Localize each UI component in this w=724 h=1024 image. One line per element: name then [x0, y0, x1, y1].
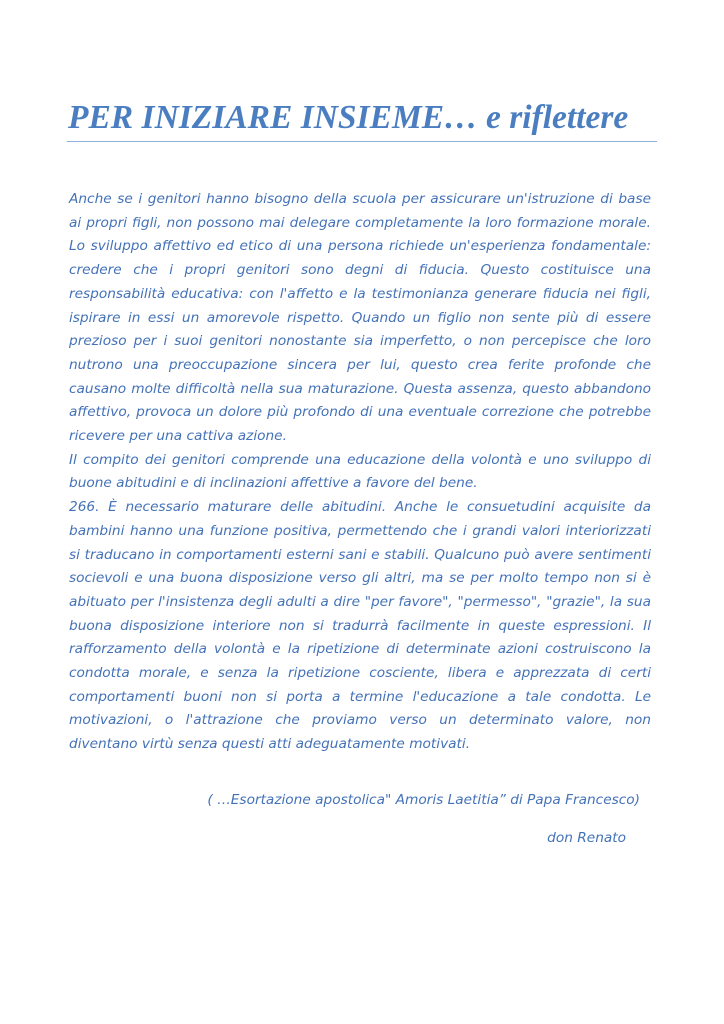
paragraph-duty: Il compito dei genitori comprende una educazione della volontà e uno sviluppo di buone abitudini e di inclinazioni affettive a favore del bene.	[69, 451, 651, 492]
citation: ( …Esortazione apostolica" Amoris Laetitia” di Papa Francesco)	[207, 792, 640, 808]
signature: don Renato	[547, 830, 626, 846]
paragraph-266: 266. È necessario maturare delle abitudini. Anche le consuetudini acquisite da bambini hanno una funzione positiva, permettendo che i grandi valori interiorizzati si traducano in comportamenti esterni sani e stabili. Qualcuno può avere sentimenti socievoli e una buona disposizione verso gli altri, ma se per molto tempo non si è abituato per l'insistenza degli adulti a dire "per favore", "permesso", "grazie", la sua buona disposizione interiore non si tradurrà facilmente in queste espressioni. Il rafforzamento della volontà e la ripetizione di determinate azioni costruiscono la condotta morale, e senza la ripetizione cosciente, libera e apprezzata di certi comportamenti buoni non si porta a termine l'educazione a tale condotta. Le motivazioni, o l'attrazione che proviamo verso un determinato valore, non diventano virtù senza questi atti adeguatamente motivati.	[69, 499, 651, 753]
title-underline-divider	[67, 141, 657, 142]
body-text	[69, 188, 651, 757]
paragraph-intro: Anche se i genitori hanno bisogno della scuola per assicurare un'istruzione di base ai propri figli, non possono mai delegare completamente la loro formazione morale. Lo sviluppo affettivo ed etico di una persona richiede un'esperienza fondamentale: credere che i propri genitori sono degni di fiducia. Questo costituisce una responsabilità educativa: con l'affetto e la testimonianza generare fiducia nei figli, ispirare in essi un amorevole rispetto. Quando un figlio non sente più di essere prezioso per i suoi genitori nonostante sia imperfetto, o non percepisce che loro nutrono una preoccupazione sincera per lui, questo crea ferite profonde che causano molte difficoltà nella sua maturazione. Questa assenza, questo abbandono affettivo, provoca un dolore più profondo di una eventuale correzione che potrebbe ricevere per una cattiva azione.	[69, 191, 651, 445]
page-title: PER INIZIARE INSIEME… e riflettere	[68, 99, 629, 136]
